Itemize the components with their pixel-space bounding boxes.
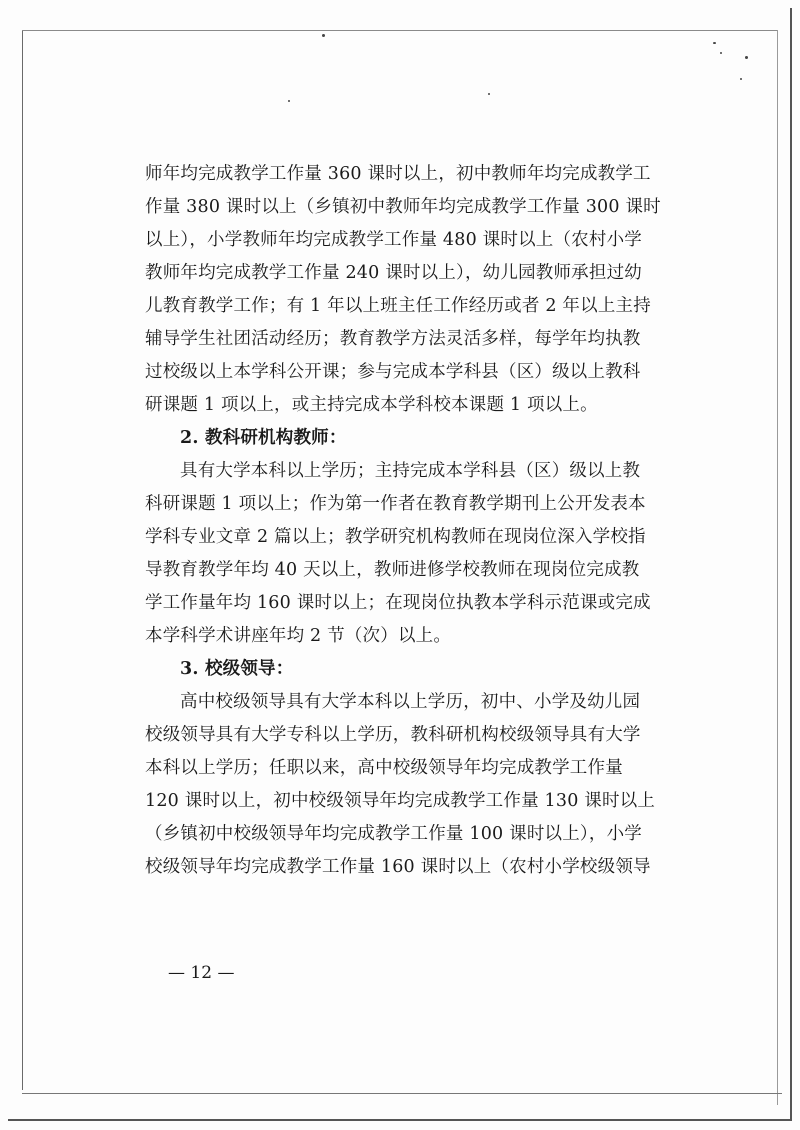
scan-edge-left	[22, 30, 23, 1090]
scan-speck	[720, 52, 722, 54]
scan-speck	[745, 56, 748, 59]
scan-speck	[740, 78, 742, 80]
page-number: — 12 —	[168, 963, 235, 983]
section-2-line: 科研课题 1 项以上；作为第一作者在教育教学期刊上公开发表本	[145, 494, 646, 514]
scan-speck	[488, 93, 490, 95]
scan-speck	[713, 42, 716, 44]
document-body	[145, 158, 675, 884]
scan-speck	[322, 34, 325, 37]
scan-edge-right	[777, 30, 778, 1105]
section-2-line: 本学科学术讲座年均 2 节（次）以上。	[145, 626, 452, 646]
body-line: 辅导学生社团活动经历；教育教学方法灵活多样，每学年均执教	[145, 329, 641, 349]
page-border-right	[790, 8, 792, 1120]
body-line: 过校级以上本学科公开课；参与完成本学科县（区）级以上教科	[145, 362, 641, 382]
section-2-line: 具有大学本科以上学历；主持完成本学科县（区）级以上教	[180, 461, 641, 481]
section-3-line: 本科以上学历；任职以来，高中校级领导年均完成教学工作量	[145, 758, 623, 778]
section-3-line: 校级领导年均完成教学工作量 160 课时以上（农村小学校级领导	[145, 857, 651, 877]
body-line: 以上），小学教师年均完成教学工作量 480 课时以上（农村小学	[145, 230, 642, 250]
section-3-line: 校级领导具有大学专科以上学历，教科研机构校级领导具有大学	[145, 725, 641, 745]
scan-edge-top	[22, 30, 778, 31]
body-line: 师年均完成教学工作量 360 课时以上，初中教师年均完成教学工	[145, 164, 651, 184]
body-line: 教师年均完成教学工作量 240 课时以上），幼儿园教师承担过幼	[145, 263, 642, 283]
body-line: 作量 380 课时以上（乡镇初中教师年均完成教学工作量 300 课时	[145, 197, 661, 217]
page-border-bottom	[8, 1119, 792, 1121]
section-3-line: 高中校级领导具有大学本科以上学历，初中、小学及幼儿园	[180, 692, 641, 712]
body-line: 儿教育教学工作；有 1 年以上班主任工作经历或者 2 年以上主持	[145, 296, 651, 316]
section-heading-teaching-research-staff: 2. 教科研机构教师：	[180, 428, 347, 448]
scan-speck	[288, 100, 290, 102]
section-2-line: 学科专业文章 2 篇以上；教学研究机构教师在现岗位深入学校指	[145, 527, 646, 547]
section-heading-school-leaders: 3. 校级领导：	[180, 659, 294, 679]
section-2-line: 学工作量年均 160 课时以上；在现岗位执教本学科示范课或完成	[145, 593, 651, 613]
scan-edge-bottom	[22, 1093, 782, 1094]
section-3-line: 120 课时以上，初中校级领导年均完成教学工作量 130 课时以上	[145, 791, 656, 811]
section-3-line: （乡镇初中校级领导年均完成教学工作量 100 课时以上），小学	[145, 824, 642, 844]
section-2-line: 导教育教学年均 40 天以上，教师进修学校教师在现岗位完成教	[145, 560, 640, 580]
body-line: 研课题 1 项以上，或主持完成本学科校本课题 1 项以上。	[145, 395, 598, 415]
